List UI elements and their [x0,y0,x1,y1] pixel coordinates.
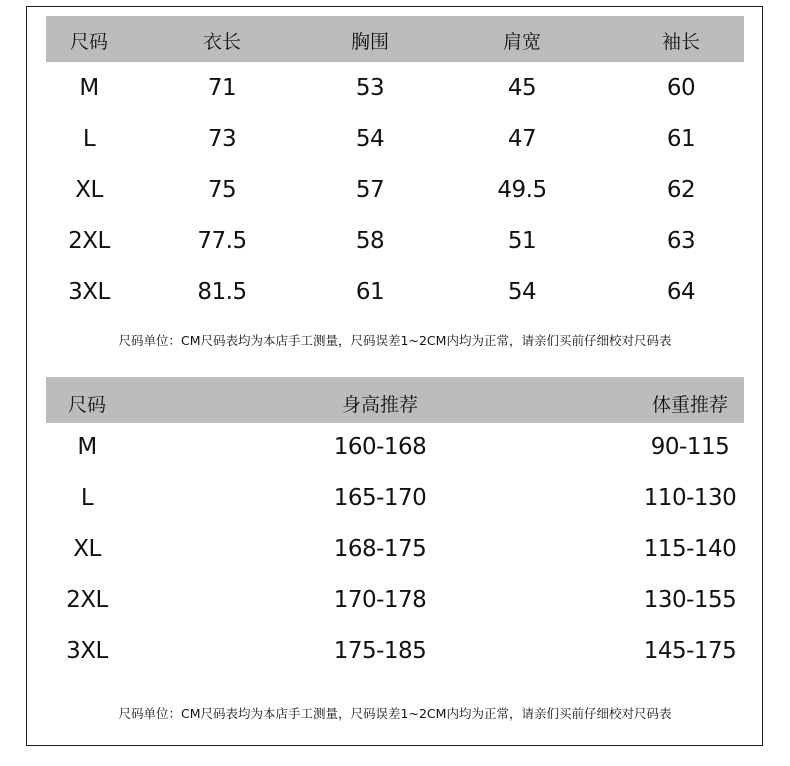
table2-data-cell: M [77,434,97,460]
table2-note: 尺码单位：CM尺码表均为本店手工测量，尺码误差1~2CM内均为正常，请亲们买前仔细校对尺码表 [118,706,672,721]
table1-header-cell: 衣长 [202,31,242,53]
table2-data-cell: 2XL [66,587,108,613]
table2-data-cell: 90-115 [650,434,730,460]
table1-note: 尺码单位：CM尺码表均为本店手工测量，尺码误差1~2CM内均为正常，请亲们买前仔细校对尺码表 [118,333,672,348]
table1-data-cell: 71 [207,75,237,101]
table2-header-cell: 尺码 [67,394,107,416]
table1-data-cell: 49.5 [497,177,547,203]
table2-data-cell: 3XL [66,638,108,664]
table1-data-cell: 47 [507,126,537,152]
table1-data-cell: 45 [507,75,537,101]
table1-header-cell: 胸围 [350,31,390,53]
table1-data-cell: 61 [666,126,696,152]
table1-data-cell: 75 [207,177,237,203]
table1-data-cell: 62 [666,177,696,203]
table2-header-cell: 身高推荐 [341,394,419,416]
table2-data-cell: 110-130 [643,485,737,511]
table1-data-cell: 64 [666,279,696,305]
table1-data-cell: 61 [355,279,385,305]
table2-data-cell: 168-175 [333,536,427,562]
table1-data-cell: 53 [355,75,385,101]
table1-data-cell: L [82,126,96,152]
table1-data-cell: 54 [355,126,385,152]
table1-header-cell: 肩宽 [502,31,542,53]
table1-data-cell: 60 [666,75,696,101]
table2-data-cell: 130-155 [643,587,737,613]
table2-data-cell: 160-168 [333,434,427,460]
table1-header-cell: 尺码 [69,31,109,53]
table1-data-cell: 54 [507,279,537,305]
table1-data-cell: 63 [666,228,696,254]
table1-data-cell: 2XL [68,228,110,254]
table2-data-cell: XL [73,536,101,562]
table2-data-cell: 145-175 [643,638,737,664]
table1-data-cell: 81.5 [197,279,247,305]
table2-header-cell: 体重推荐 [651,394,729,416]
table2-data-cell: 175-185 [333,638,427,664]
table2-data-cell: 115-140 [643,536,737,562]
size-chart-frame [26,6,763,746]
table1-data-cell: 58 [355,228,385,254]
table1-data-cell: 73 [207,126,237,152]
table1-data-cell: M [79,75,99,101]
table1-data-cell: 57 [355,177,385,203]
table1-header-bar [46,16,744,62]
table2-data-cell: L [80,485,94,511]
table2-data-cell: 165-170 [333,485,427,511]
table1-data-cell: XL [75,177,103,203]
table1-data-cell: 77.5 [197,228,247,254]
table2-data-cell: 170-178 [333,587,427,613]
table1-header-cell: 袖长 [661,31,701,53]
table1-data-cell: 51 [507,228,537,254]
table1-data-cell: 3XL [68,279,110,305]
